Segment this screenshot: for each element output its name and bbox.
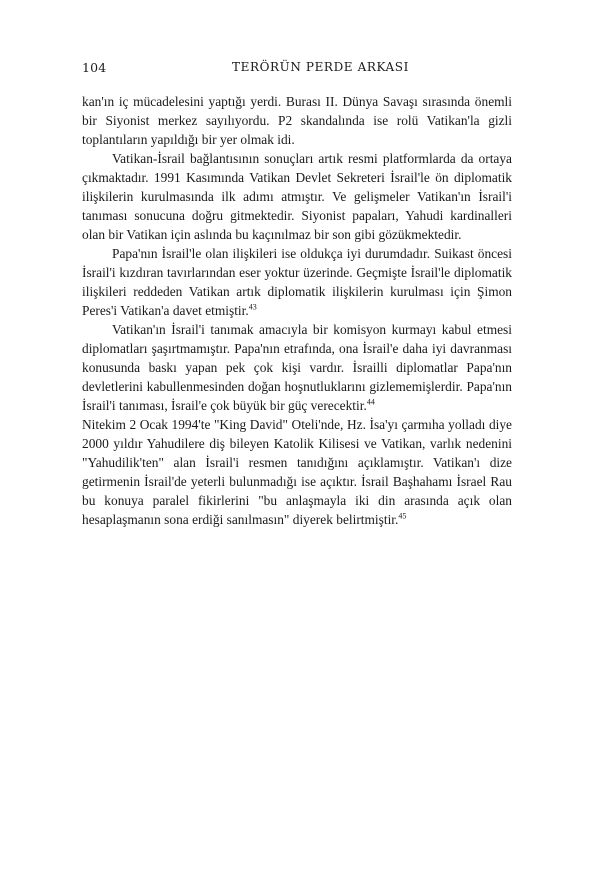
paragraph-4 (82, 320, 512, 415)
paragraph-text: Papa'nın İsrail'le olan ilişkileri ise oldukça iyi durumdadır. Suikast öncesi İsrail'i kızdıran tavırlarından eser yoktur üzerinde. Geçmişte İsrail'le diplomatik ilişkileri reddeden Vatikan artık diplomatik ilişkilerin kurulması için Şimon Peres'i Vatikan'a davet etmiştir. (82, 246, 512, 318)
body-text (82, 92, 512, 529)
book-title: TERÖRÜN PERDE ARKASI (232, 60, 409, 74)
paragraph-3 (82, 244, 512, 320)
paragraph-1 (82, 92, 512, 149)
footnote-ref-43: 43 (248, 302, 257, 312)
footnote-ref-44: 44 (366, 397, 375, 407)
paragraph-5 (82, 415, 512, 529)
paragraph-text: Nitekim 2 Ocak 1994'te "King David" Oteli'nde, Hz. İsa'yı çarmıha yolladı diye 2000 yıldır Yahudilere diş bileyen Katolik Kilisesi ve Vatikan, varlık nedenini "Yahudilik'ten" alan İsrail'i resmen tanıdığını açıklamıştır. Vatikan'ı dize getirmenin İsrail'de yeterli bulunmadığı ise açıktır. İsrail Başhahamı İsrael Rau bu konuya paralel fikirlerini "bu anlaşmayla iki din arasında açık olan hesaplaşmanın sona erdiği sanılmasın" diyerek belirtmiştir. (82, 417, 512, 527)
page-number: 104 (82, 60, 107, 75)
paragraph-2 (82, 149, 512, 244)
book-page (82, 60, 512, 529)
running-header (82, 60, 512, 80)
paragraph-text: Vatikan'ın İsrail'i tanımak amacıyla bir komisyon kurmayı kabul etmesi diplomatları şaşırtmamıştır. Papa'nın etrafında, ona İsrail'e daha iyi davranması konusunda baskı yapan pek çok kişi vardır. İsrailli diplomatlar Papa'nın devletlerini kabullenmesinden doğan hoşnutluklarını gizlememişlerdir. Papa'nın İsrail'i tanıması, İsrail'e çok büyük bir güç verecektir. (82, 322, 512, 413)
paragraph-text: kan'ın iç mücadelesini yaptığı yerdi. Burası II. Dünya Savaşı sırasında önemli bir Siyonist merkez sayılıyordu. P2 skandalında ise rolü Vatikan'la gizli toplantıların yapıldığı bir yer olmak idi. (82, 94, 512, 147)
footnote-ref-45: 45 (398, 511, 407, 521)
paragraph-text: Vatikan-İsrail bağlantısının sonuçları artık resmi platformlarda da ortaya çıkmaktadır. 1991 Kasımında Vatikan Devlet Sekreteri İsrail'le ön diplomatik ilişkilerin kurulmasında ilk adımı atmıştır. Ve gelişmeler Vatikan'ın İsrail'i tanıması sonucuna doğru gitmektedir. Siyonist papaları, Yahudi kardinalleri olan bir Vatikan için aslında bu kaçınılmaz bir son gibi gözükmektedir. (82, 151, 512, 242)
